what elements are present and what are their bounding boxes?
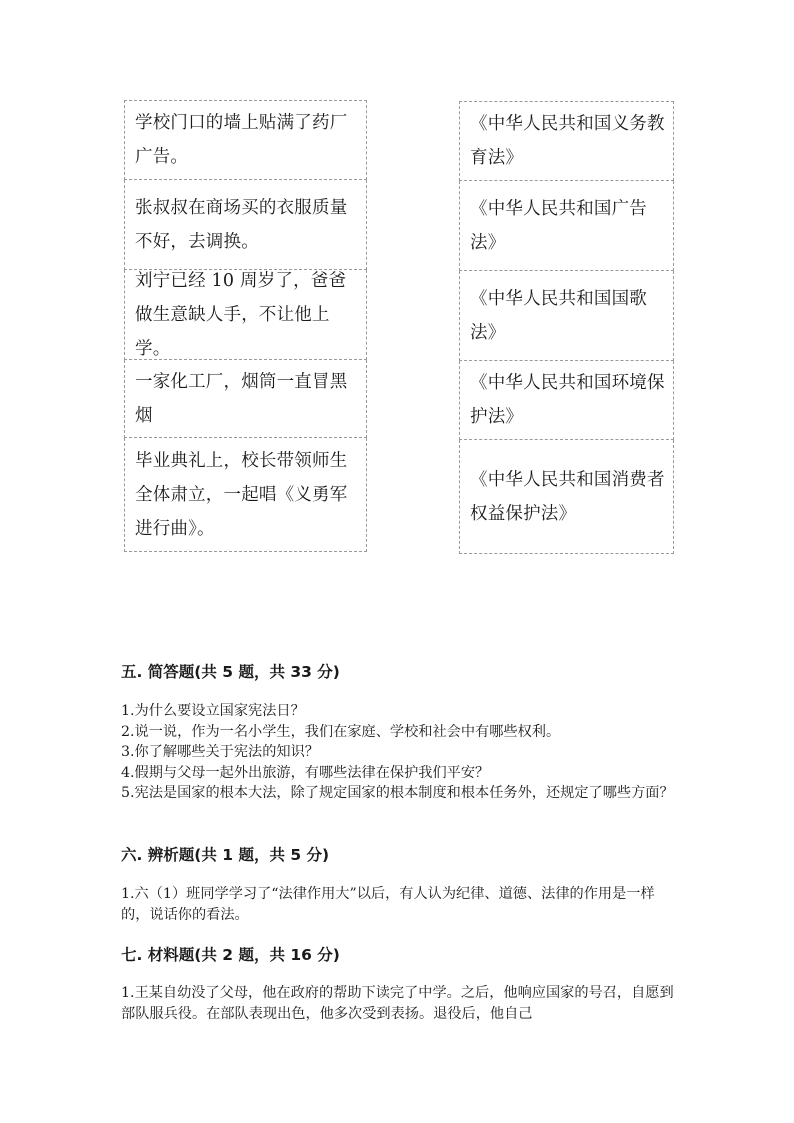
matching-right-cell <box>459 101 674 181</box>
matching-right-text: 《中华人民共和国国歌法》 <box>470 288 647 343</box>
matching-right-cell <box>459 440 674 554</box>
analysis-questions <box>121 884 677 925</box>
matching-left-cell <box>124 438 367 552</box>
matching-right-text: 《中华人民共和国消费者权益保护法》 <box>470 469 665 524</box>
matching-left-text: 毕业典礼上，校长带领师生全体肃立，一起唱《义勇军进行曲》。 <box>135 450 348 539</box>
matching-left-text: 学校门口的墙上贴满了药厂广告。 <box>135 113 348 167</box>
matching-right-cell <box>459 361 674 440</box>
matching-left-text: 张叔叔在商场买的衣服质量不好，去调换。 <box>135 197 348 252</box>
matching-right-cell <box>459 271 674 361</box>
short-answer-questions <box>121 701 677 804</box>
matching-left-cell <box>124 100 367 180</box>
matching-left-cell <box>124 270 367 360</box>
matching-right-text: 《中华人民共和国环境保护法》 <box>470 373 665 427</box>
matching-left-column <box>124 100 367 552</box>
matching-left-cell <box>124 180 367 270</box>
question-item: 1.王某自幼没了父母，他在政府的帮助下读完了中学。之后，他响应国家的号召，自愿到部队服兵役。在部队表现出色，他多次受到表扬。退役后，他自己 <box>121 985 674 1022</box>
question-item: 4.假期与父母一起外出旅游，有哪些法律在保护我们平安？ <box>121 764 490 781</box>
matching-left-cell <box>124 360 367 438</box>
question-item: 2.说一说，作为一名小学生，我们在家庭、学校和社会中有哪些权利。 <box>121 723 561 740</box>
question-item: 5.宪法是国家的根本大法，除了规定国家的根本制度和根本任务外，还规定了哪些方面？ <box>121 785 674 801</box>
question-item: 1.为什么要设立国家宪法日？ <box>121 703 305 719</box>
section-title-short-answer: 五. 简答题(共 5 题，共 33 分) <box>121 663 340 681</box>
matching-right-text: 《中华人民共和国义务教育法》 <box>470 114 665 168</box>
material-questions <box>121 983 677 1024</box>
section-title-analysis: 六. 辨析题(共 1 题，共 5 分) <box>121 846 330 864</box>
section-title-material: 七. 材料题(共 2 题，共 16 分) <box>121 946 340 964</box>
question-item: 1.六（1）班同学学习了“法律作用大”以后，有人认为纪律、道德、法律的作用是一样的，说话你的看法。 <box>121 886 655 923</box>
question-item: 3.你了解哪些关于宪法的知识？ <box>121 744 319 760</box>
matching-right-text: 《中华人民共和国广告法》 <box>470 198 647 253</box>
matching-right-cell <box>459 181 674 271</box>
matching-right-column <box>459 101 674 554</box>
matching-left-text: 一家化工厂，烟筒一直冒黑烟 <box>135 371 348 426</box>
matching-left-text: 刘宁已经 10 周岁了，爸爸做生意缺人手，不让他上学。 <box>135 270 347 359</box>
